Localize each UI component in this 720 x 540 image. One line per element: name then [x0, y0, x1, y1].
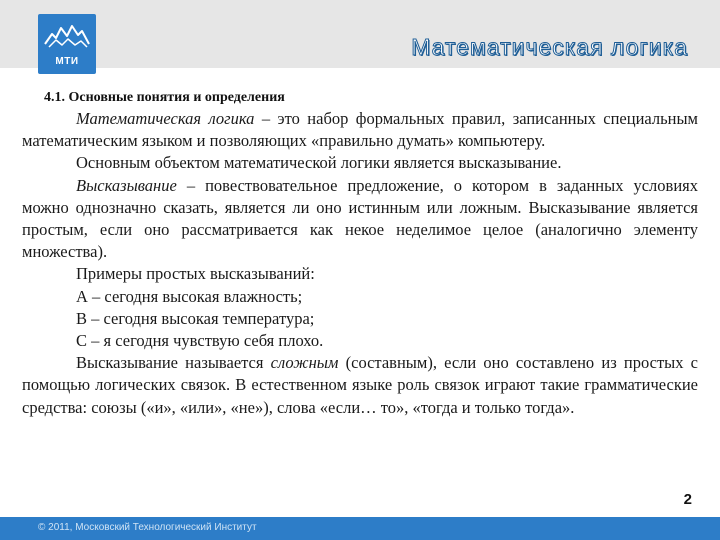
paragraph-definition-logic [22, 108, 698, 152]
logo-text: МТИ [55, 56, 79, 67]
paragraph-text: Высказывание называется [76, 353, 271, 373]
footer-bar [0, 517, 720, 540]
paragraph-text: – повествовательное предложение, о котором в заданных условиях можно однозначно сказать, является ли оно истинным или ложным. Высказывание является простым, если оно рассматривается как некое неделимое целое (аналогично элементу множества). [22, 175, 698, 262]
paragraph-text: – это набор формальных правил, записанных специальным математическим языком и позволяющих «правильно думать» компьютеру. [22, 109, 698, 151]
logo [38, 14, 96, 74]
paragraph-definition-statement [22, 175, 698, 264]
paragraph-main-object: Основным объектом математической логики является высказывание. [76, 153, 562, 173]
example-item: С – я сегодня чувствую себя плохо. [76, 331, 324, 351]
examples-heading: Примеры простых высказываний: [76, 264, 315, 284]
section-heading: 4.1. Основные понятия и определения [44, 90, 285, 105]
slide-content [22, 108, 698, 419]
slide-title: Математическая логика [411, 34, 688, 60]
term-complex: сложным [270, 353, 339, 373]
paragraph-complex-statement [22, 352, 698, 419]
paragraph-text: (составным), если оно составлено из простых с помощью логических связок. В естественном языке роль связок играют такие грамматические средства: союзы («и», «или», «не»), слова «если… то», «тогда и только тогда». [22, 353, 698, 417]
example-item: А – сегодня высокая влажность; [76, 286, 303, 306]
footer-copyright: © 2011, Московский Технологический Институт [38, 522, 257, 533]
term-logic: Математическая логика [76, 109, 255, 128]
page-number: 2 [683, 491, 692, 508]
mountains-icon [44, 22, 90, 48]
term-statement: Высказывание [76, 175, 177, 195]
example-item: В – сегодня высокая температура; [76, 308, 315, 328]
